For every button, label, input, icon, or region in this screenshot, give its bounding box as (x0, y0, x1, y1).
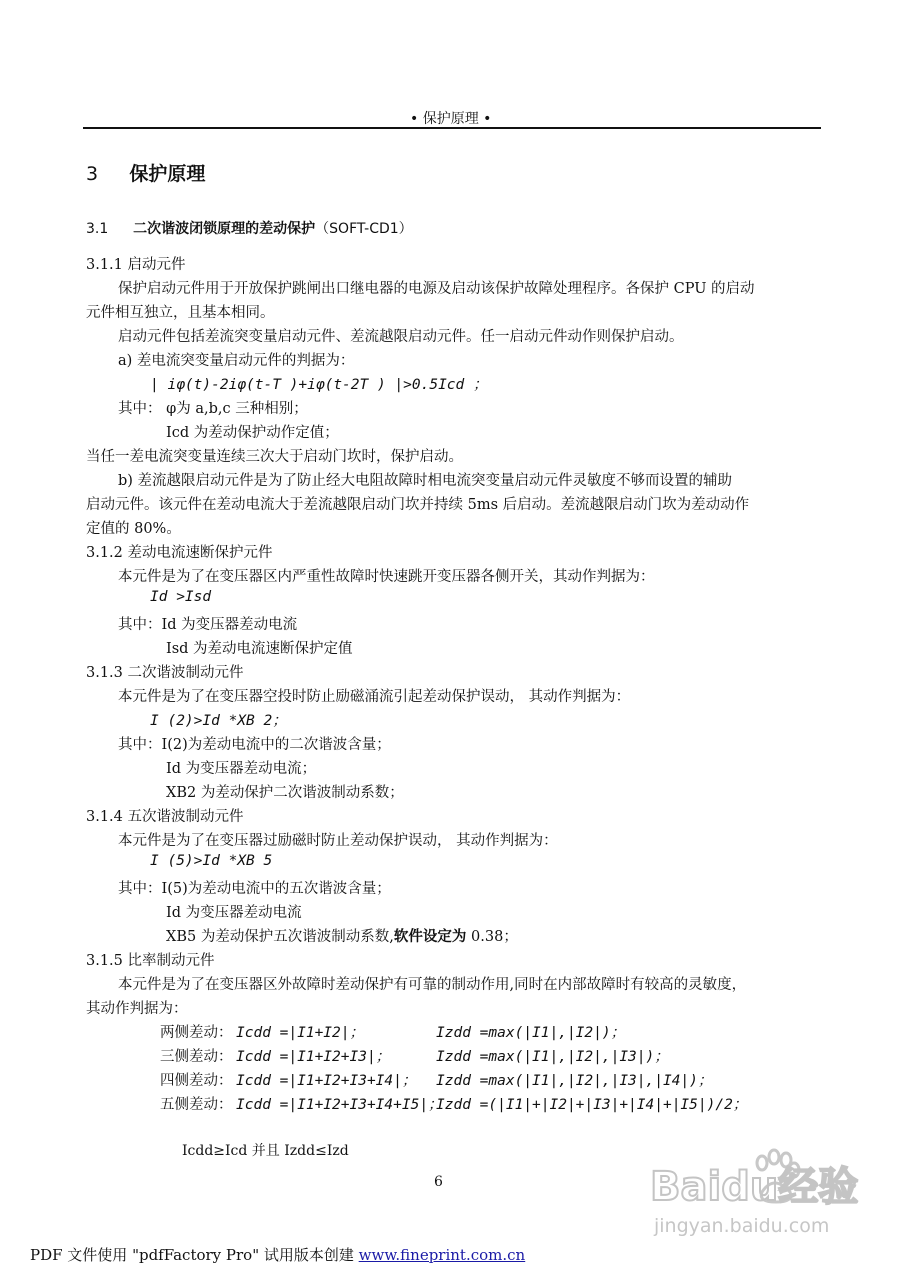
section-number: 3.1 (86, 221, 109, 237)
watermark-url: jingyan.baidu.com (654, 1215, 830, 1237)
paragraph: 启动元件包括差流突变量启动元件、差流越限启动元件。任一启动元件动作则保护启动。 (118, 329, 684, 345)
subsection-heading: 3.1.5 比率制动元件 (86, 953, 215, 969)
criteria-icdd: Icdd =|I1+I2|； (236, 1025, 364, 1041)
definition: 其中：Id 为变压器差动电流 (118, 617, 298, 633)
paragraph: 本元件是为了在变压器区内严重性故障时快速跳开变压器各侧开关，其动作判据为： (118, 569, 655, 585)
header-divider (83, 127, 821, 129)
pdf-note-text: PDF 文件使用 "pdfFactory Pro" 试用版本创建 (30, 1246, 359, 1264)
subsection-heading: 3.1.1 启动元件 (86, 257, 186, 273)
definition: Id 为变压器差动电流； (166, 761, 317, 777)
list-item: a) 差电流突变量启动元件的判据为： (118, 353, 355, 369)
paragraph: 本元件是为了在变压器空投时防止励磁涌流引起差动保护误动， 其动作判据为： (118, 689, 631, 705)
definition: XB2 为差动保护二次谐波制动系数； (166, 785, 404, 801)
formula: I (5)>Id *XB 5 (150, 853, 273, 869)
definition: Isd 为差动电流速断保护定值 (166, 641, 353, 657)
criteria-izdd: Izdd =max(|I1|,|I2|,|I3|)； (436, 1049, 669, 1065)
formula: I (2)>Id *XB 2； (150, 713, 287, 729)
subsection-heading: 3.1.2 差动电流速断保护元件 (86, 545, 273, 561)
subsection-heading: 3.1.3 二次谐波制动元件 (86, 665, 244, 681)
definition: 其中：I(2)为差动电流中的二次谐波含量； (118, 737, 391, 753)
paragraph: 保护启动元件用于开放保护跳闸出口继电器的电源及启动该保护故障处理程序。各保护 CPU 的启动 (118, 281, 755, 297)
paragraph: 当任一差电流突变量连续三次大于启动门坎时，保护启动。 (86, 449, 463, 465)
paragraph: 启动元件。该元件在差动电流大于差流越限启动门坎并持续 5ms 后启动。差流越限启动门坎为差动动作 (86, 497, 750, 513)
paragraph: 定值的 80%。 (86, 521, 181, 537)
section-title: 二次谐波闭锁原理的差动保护 (133, 221, 316, 237)
definition: 其中： φ为 a,b,c 三种相别； (118, 401, 308, 417)
criteria-izdd: Izdd =(|I1|+|I2|+|I3|+|I4|+|I5|)/2； (436, 1097, 748, 1113)
formula: | iφ(t)-2iφ(t-T )+iφ(t-2T ) |>0.5Icd ； (150, 377, 488, 393)
criteria-label: 四侧差动： (160, 1073, 233, 1089)
running-header: • 保护原理 • (410, 111, 492, 127)
chapter-title: 保护原理 (129, 163, 206, 185)
criteria-izdd: Izdd =max(|I1|,|I2|)； (436, 1025, 626, 1041)
criteria-icdd: Icdd =|I1+I2+I3+I4+I5|； (236, 1097, 443, 1113)
definition: Icd 为差动保护动作定值； (166, 425, 339, 441)
criteria-label: 三侧差动： (160, 1049, 233, 1065)
paragraph: 本元件是为了在变压器过励磁时防止差动保护误动， 其动作判据为： (118, 833, 558, 849)
criteria-label: 两侧差动： (160, 1025, 233, 1041)
watermark-brand: Baidu经验 (650, 1164, 859, 1210)
chapter-number: 3 (86, 163, 99, 185)
definition-text: XB5 为差动保护五次谐波制动系数, (166, 929, 394, 945)
criteria-icdd: Icdd =|I1+I2+I3|； (236, 1049, 391, 1065)
definition (166, 925, 518, 946)
paragraph: b) 差流越限启动元件是为了防止经大电阻故障时相电流突变量启动元件灵敏度不够而设置的辅助 (118, 473, 733, 489)
section-tag: （SOFT-CD1） (315, 221, 413, 237)
definition: 其中：I(5)为差动电流中的五次谐波含量； (118, 881, 391, 897)
criteria-izdd: Izdd =max(|I1|,|I2|,|I3|,|I4|)； (436, 1073, 713, 1089)
paragraph: 元件相互独立，且基本相同。 (86, 305, 275, 321)
condition-formula: Icdd≥Icd 并且 Izdd≤Izd (182, 1143, 349, 1159)
fineprint-link[interactable]: www.fineprint.com.cn (358, 1246, 526, 1264)
paragraph: 其动作判据为： (86, 1001, 188, 1017)
definition-value: 0.38； (466, 929, 518, 945)
criteria-icdd: Icdd =|I1+I2+I3+I4|； (236, 1073, 417, 1089)
definition: Id 为变压器差动电流 (166, 905, 302, 921)
pdf-note (30, 1244, 525, 1265)
formula: Id >Isd (150, 589, 212, 605)
subsection-heading: 3.1.4 五次谐波制动元件 (86, 809, 244, 825)
baidu-jingyan-watermark (650, 1140, 880, 1240)
paragraph: 本元件是为了在变压器区外故障时差动保护有可靠的制动作用,同时在内部故障时有较高的灵敏度， (118, 977, 747, 993)
definition-emphasis: 软件设定为 (393, 928, 467, 945)
page-number: 6 (434, 1174, 443, 1190)
criteria-label: 五侧差动： (160, 1097, 233, 1113)
chapter-heading (86, 159, 205, 186)
section-heading (86, 218, 413, 238)
